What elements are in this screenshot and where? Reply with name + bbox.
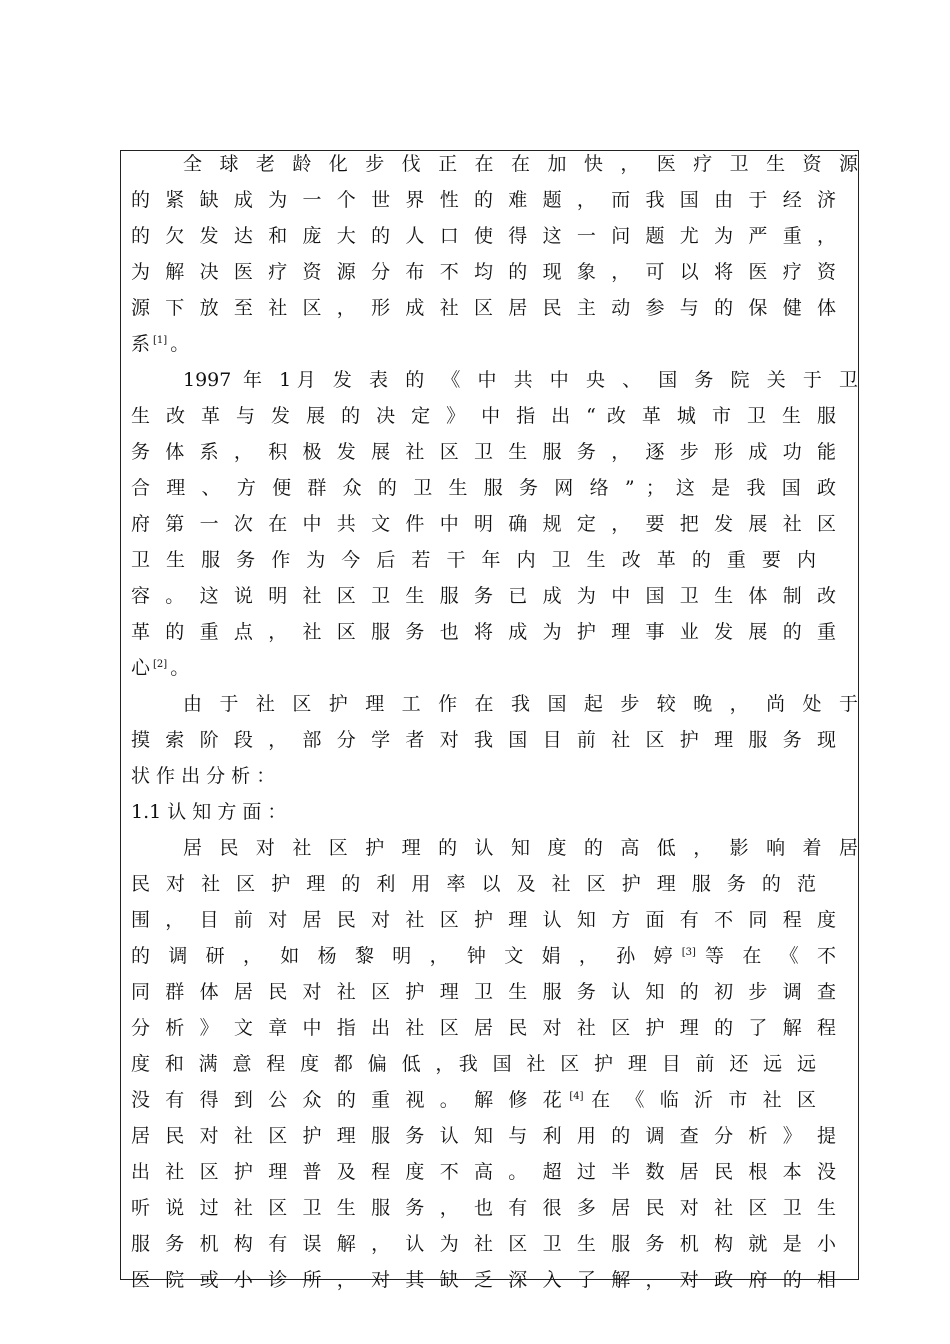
text-line: 居 民 对 社 区 护 理 服 务 认 知 与 利 用 的 调 查 分 析 》 提 xyxy=(131,1125,836,1147)
text-line: 为 解 决 医 疗 资 源 分 布 不 均 的 现 象 ， 可 以 将 医 疗 资 xyxy=(131,261,836,283)
text-line: 民 对 社 区 护 理 的 利 用 率 以 及 社 区 护 理 服 务 的 范 xyxy=(131,873,816,895)
text-fragment: 等 在 《 不 xyxy=(698,945,836,967)
text-line xyxy=(131,326,836,362)
text-line: 分 析 》 文 章 中 指 出 社 区 居 民 对 社 区 护 理 的 了 解 程 xyxy=(131,1017,836,1039)
text-line: 围 ， 目 前 对 居 民 对 社 区 护 理 认 知 方 面 有 不 同 程 度 xyxy=(131,909,836,931)
text-fragment: 在 《 临 沂 市 社 区 xyxy=(586,1089,816,1111)
text-fragment: 的 调 研 ， 如 杨 黎 明 ， 钟 文 娟 ， 孙 婷 xyxy=(131,945,679,967)
text-line: 度 和 满 意 程 度 都 偏 低 ，我 国 社 区 护 理 目 前 还 远 远 xyxy=(131,1053,816,1075)
text-line xyxy=(131,650,836,686)
text-line: 医 院 或 小 诊 所 ， 对 其 缺 乏 深 入 了 解 ， 对 政 府 的 相 xyxy=(131,1269,836,1291)
text-line: 摸 索 阶 段 ， 部 分 学 者 对 我 国 目 前 社 区 护 理 服 务 现 xyxy=(131,729,836,751)
text-line: 的 欠 发 达 和 庞 大 的 人 口 使 得 这 一 问 题 尤 为 严 重 ， xyxy=(131,225,836,247)
citation-2: [2] xyxy=(153,659,168,670)
text-line: 同 群 体 居 民 对 社 区 护 理 卫 生 服 务 认 知 的 初 步 调 查 xyxy=(131,981,836,1003)
paragraph-3 xyxy=(131,686,858,794)
text-line: 状 作 出 分 析 ： xyxy=(131,765,276,787)
text-fragment: 没 有 得 到 公 众 的 重 视 。 解 修 花 xyxy=(131,1089,567,1111)
citation-4: [4] xyxy=(569,1091,584,1102)
text-line xyxy=(131,1082,816,1118)
text-fragment: 。 xyxy=(170,657,190,679)
text-line: 源 下 放 至 社 区 ， 形 成 社 区 居 民 主 动 参 与 的 保 健 体 xyxy=(131,297,836,319)
text-line: 居 民 对 社 区 护 理 的 认 知 度 的 高 低 ， 影 响 着 居 xyxy=(183,837,858,859)
section-heading: 1.1 认 知 方 面 ： xyxy=(131,801,287,823)
text-line: 服 务 机 构 有 误 解 ， 认 为 社 区 卫 生 服 务 机 构 就 是 小 xyxy=(131,1233,836,1255)
text-fragment: 心 xyxy=(131,657,151,679)
text-line xyxy=(131,938,836,974)
citation-1: [1] xyxy=(153,335,168,346)
citation-3: [3] xyxy=(681,947,696,958)
paragraph-1 xyxy=(131,146,858,362)
text-line: 的 紧 缺 成 为 一 个 世 界 性 的 难 题 ， 而 我 国 由 于 经 济 xyxy=(131,189,836,211)
text-line: 1997 年 1月 发 表 的 《 中 共 中 央 、 国 务 院 关 于 卫 xyxy=(183,369,858,391)
text-line: 府 第 一 次 在 中 共 文 件 中 明 确 规 定 ， 要 把 发 展 社 区 xyxy=(131,513,836,535)
text-line: 生 改 革 与 发 展 的 决 定 》 中 指 出 “ 改 革 城 市 卫 生 服 xyxy=(131,405,836,427)
paragraph-2 xyxy=(131,362,858,686)
document-body xyxy=(131,146,858,1298)
text-line: 卫 生 服 务 作 为 今 后 若 干 年 内 卫 生 改 革 的 重 要 内 xyxy=(131,549,816,571)
text-line: 全 球 老 龄 化 步 伐 正 在 在 加 快 ， 医 疗 卫 生 资 源 xyxy=(183,153,858,175)
text-line: 听 说 过 社 区 卫 生 服 务 ， 也 有 很 多 居 民 对 社 区 卫 生 xyxy=(131,1197,836,1219)
text-line: 出 社 区 护 理 普 及 程 度 不 高 。 超 过 半 数 居 民 根 本 没 xyxy=(131,1161,836,1183)
text-fragment: 。 xyxy=(170,333,190,355)
text-fragment: 系 xyxy=(131,333,151,355)
text-line: 合 理 、 方 便 群 众 的 卫 生 服 务 网 络 ” ； 这 是 我 国 政 xyxy=(131,477,836,499)
paragraph-4 xyxy=(131,830,858,1298)
text-line: 革 的 重 点 ， 社 区 服 务 也 将 成 为 护 理 事 业 发 展 的 重 xyxy=(131,621,836,643)
text-line: 务 体 系 ， 积 极 发 展 社 区 卫 生 服 务 ， 逐 步 形 成 功 能 xyxy=(131,441,836,463)
text-line: 由 于 社 区 护 理 工 作 在 我 国 起 步 较 晚 ， 尚 处 于 xyxy=(183,693,858,715)
text-line: 容 。 这 说 明 社 区 卫 生 服 务 已 成 为 中 国 卫 生 体 制 改 xyxy=(131,585,836,607)
